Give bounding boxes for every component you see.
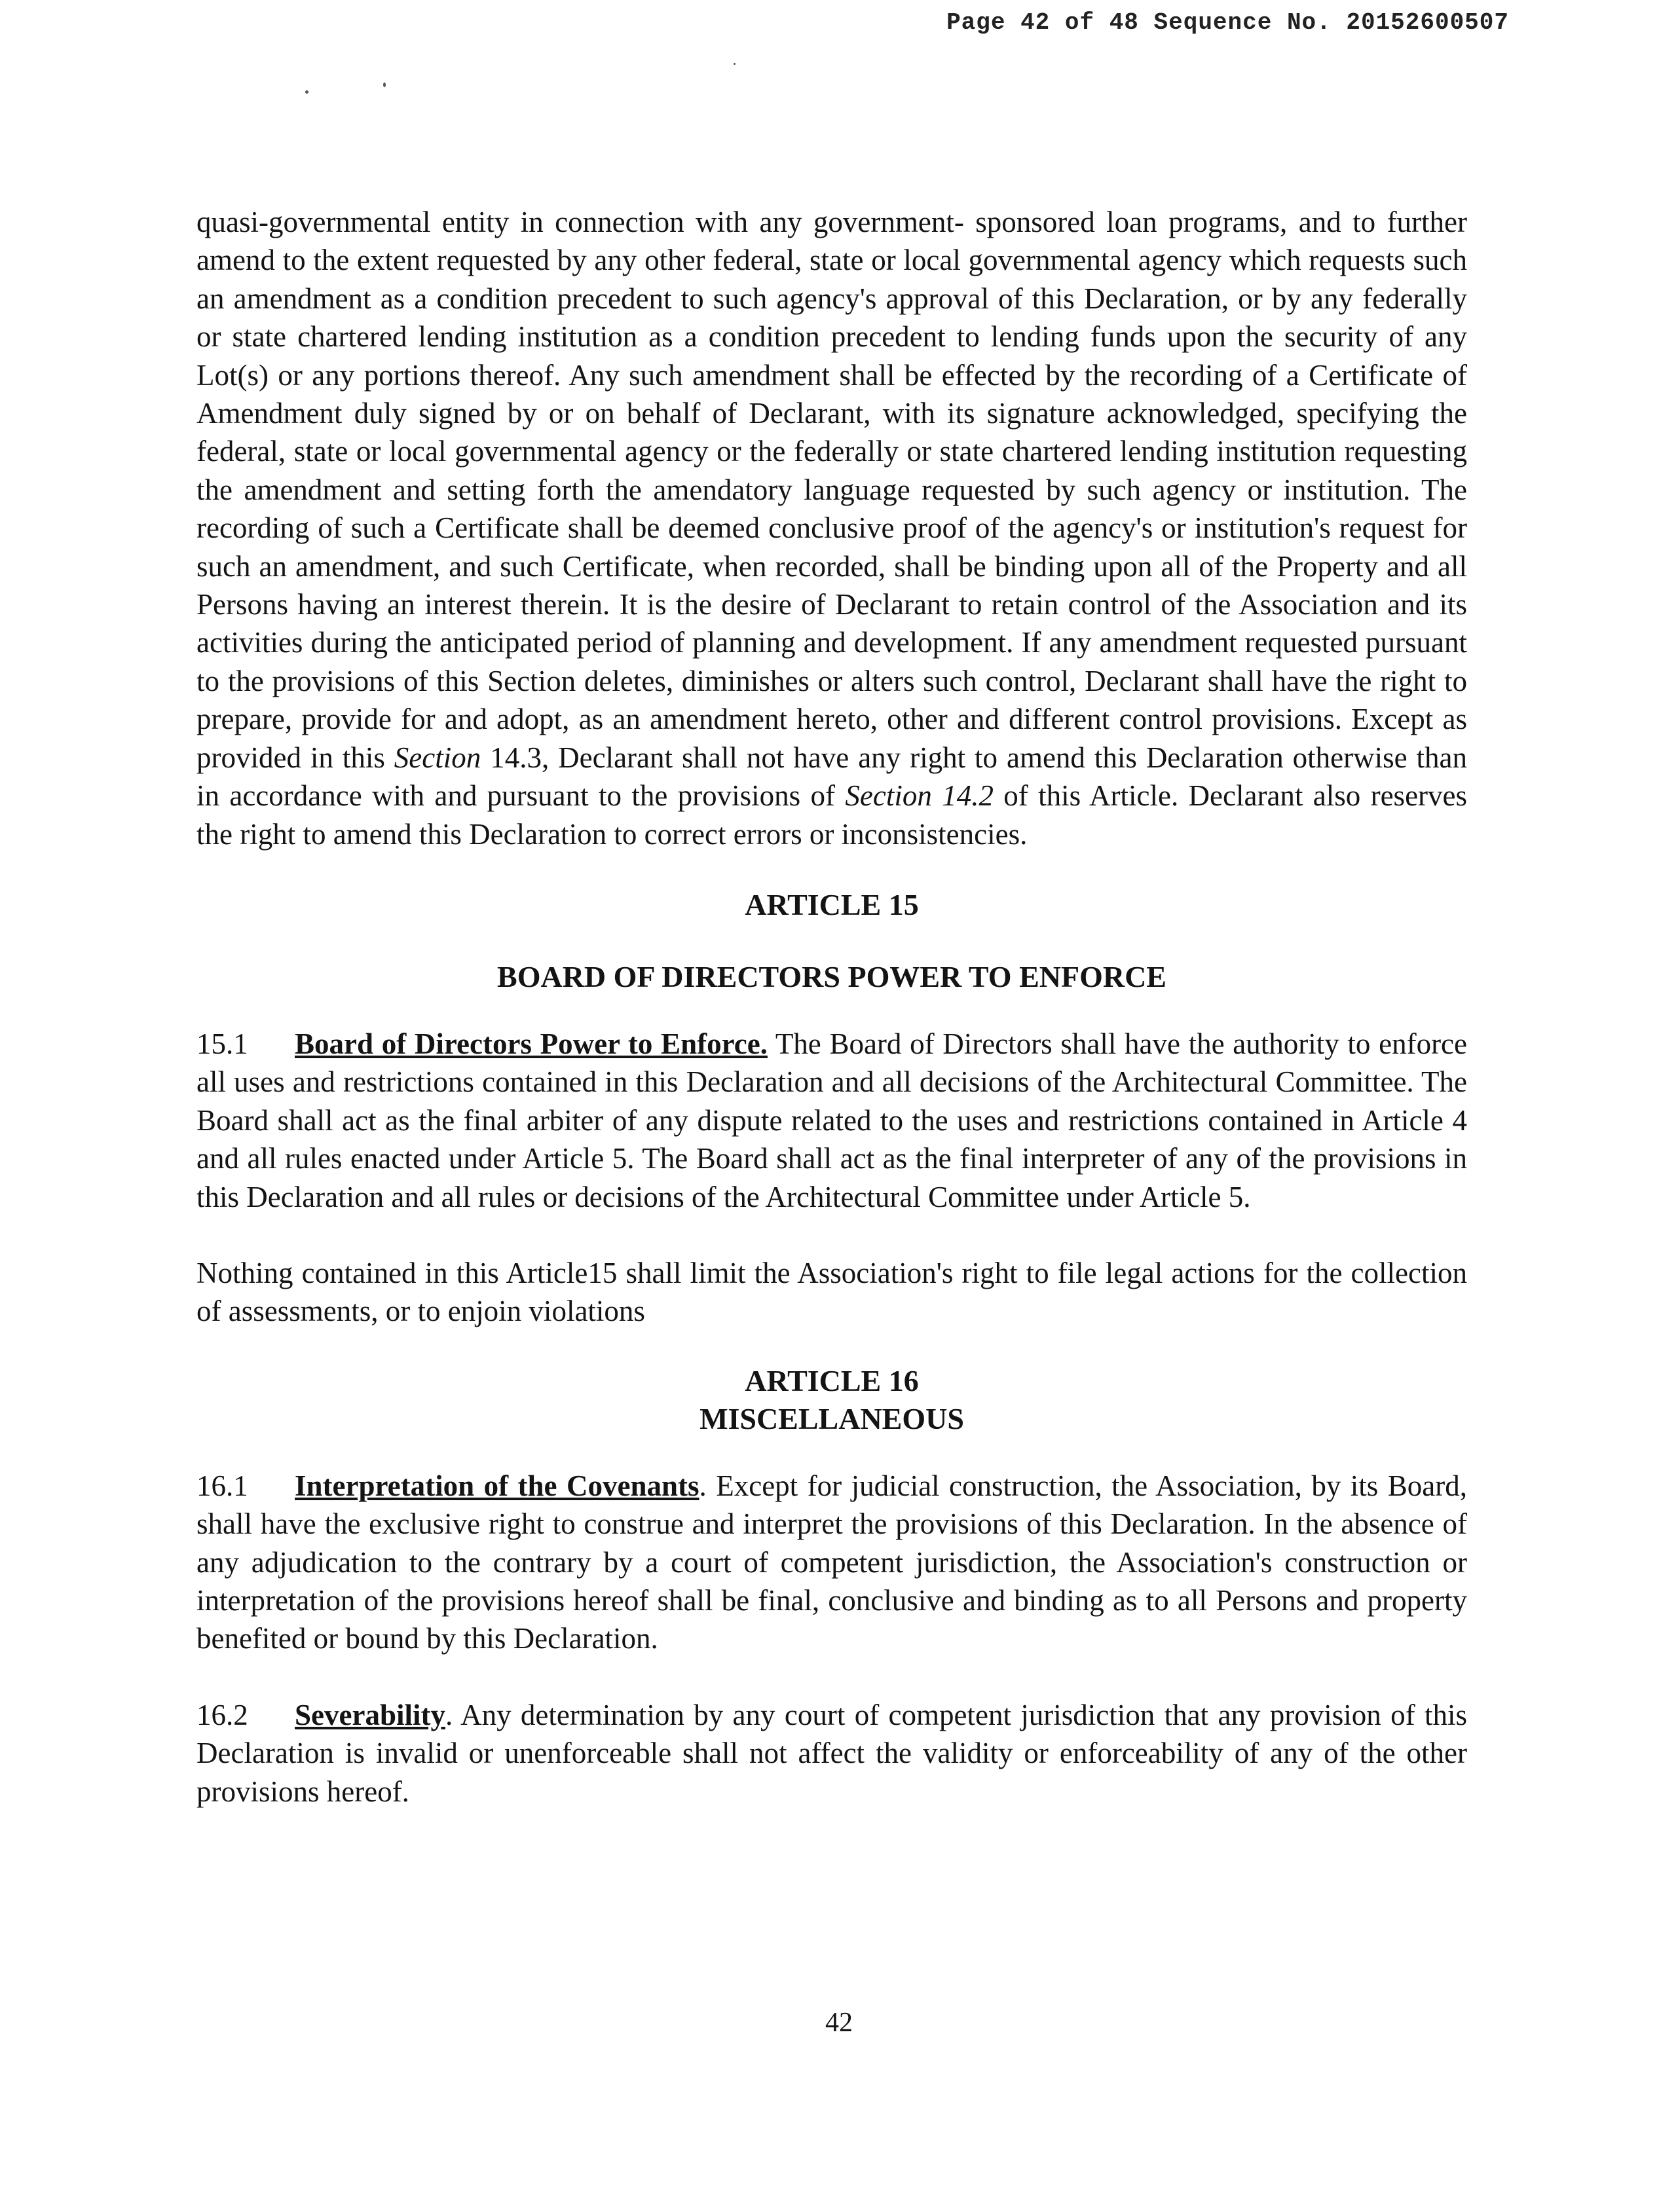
scan-speck [734,63,736,65]
continuation-text: of this Article. Declarant also reserves the right to amend this Declaration to correct errors or inconsistencies. [196,779,1468,851]
article-15-closing-paragraph: Nothing contained in this Article15 shall limit the Association's right to file legal actions for the collection of assessments, or to enjoin violations [196,1256,1467,1328]
section-title: Severability [295,1698,445,1731]
section-text: . Except for judicial construction, the Association, by its Board, shall have the exclusive right to construe and interpret the provisions of this Declaration. In the absence of any adjudication to the contrary by a court of competent jurisdiction, the Association's construction or interpretation of the provisions hereof shall be final, conclusive and binding as to all Persons and property benefited or bound by this Declaration. [196,1469,1467,1655]
section-number: 15.1 [196,1027,248,1060]
section-reference: Section [394,741,481,774]
article-15-heading: ARTICLE 15 [745,887,919,921]
section-title: Interpretation of the Covenants [295,1469,699,1502]
section-number: 16.1 [196,1469,248,1502]
scan-speck [305,90,308,94]
page-number: 42 [825,2008,853,2038]
article-15-subheading: BOARD OF DIRECTORS POWER TO ENFORCE [497,959,1166,993]
section-15-1 [196,1025,1467,1216]
continuation-text: quasi-governmental entity in connection with any government- sponsored loan programs, and to further amend to the extent requested by any other federal, state or local governmental agency which requests such an amendment as a condition precedent to such agency's approval of this Declaration, or by any federally or state chartered lending institution as a condition precedent to lending funds upon the security of any Lot(s) or any portions thereof. Any such amendment shall be effected by the recording of a Certificate of Amendment duly signed by or on behalf of Declarant, with its signature acknowledged, specifying the federal, state or local governmental agency or the federally or state chartered lending institution requesting the amendment and setting forth the amendatory language requested by such agency or institution. The recording of such a Certificate shall be deemed conclusive proof of the agency's or institution's request for such an amendment, and such Certificate, when recorded, shall be binding upon all of the Property and all Persons having an interest therein. It is the desire of Declarant to retain control of the Association and its activities during the anticipated period of planning and development. If any amendment requested pursuant to the provisions of this Section deletes, diminishes or alters such control, Declarant shall have the right to prepare, provide for and adopt, as an amendment hereto, other and different control provisions. Except as provided in this [196,206,1467,774]
document-body [196,203,1467,1811]
section-text: The Board of Directors shall have the authority to enforce all uses and restrictions contained in this Declaration and all decisions of the Architectural Committee. The Board shall act as the final arbiter of any dispute related to the uses and restrictions contained in Article 4 and all rules enacted under Article 5. The Board shall act as the final interpreter of any of the provisions in this Declaration and all rules or decisions of the Architectural Committee under Article 5. [196,1027,1467,1213]
article-16-heading: ARTICLE 16 [745,1363,919,1397]
page-header: Page 42 of 48 Sequence No. 20152600507 [946,9,1509,36]
section-title: Board of Directors Power to Enforce. [295,1027,768,1060]
continuation-text: 14.3, Declarant shall not have any right to amend this Declaration otherwise than in accordance with and pursuant to the provisions of [196,741,1467,813]
section-number: 16.2 [196,1698,248,1731]
section-16-1 [196,1467,1467,1658]
section-16-2 [196,1696,1467,1811]
continuation-paragraph [196,203,1467,853]
scan-speck [383,83,386,87]
section-reference: Section 14.2 [845,779,994,813]
article-16-subheading: MISCELLANEOUS [699,1401,964,1435]
section-text: . Any determination by any court of competent jurisdiction that any provision of this Declaration is invalid or unenforceable shall not affect the validity or enforceability of any of the other provisions hereof. [196,1698,1467,1808]
